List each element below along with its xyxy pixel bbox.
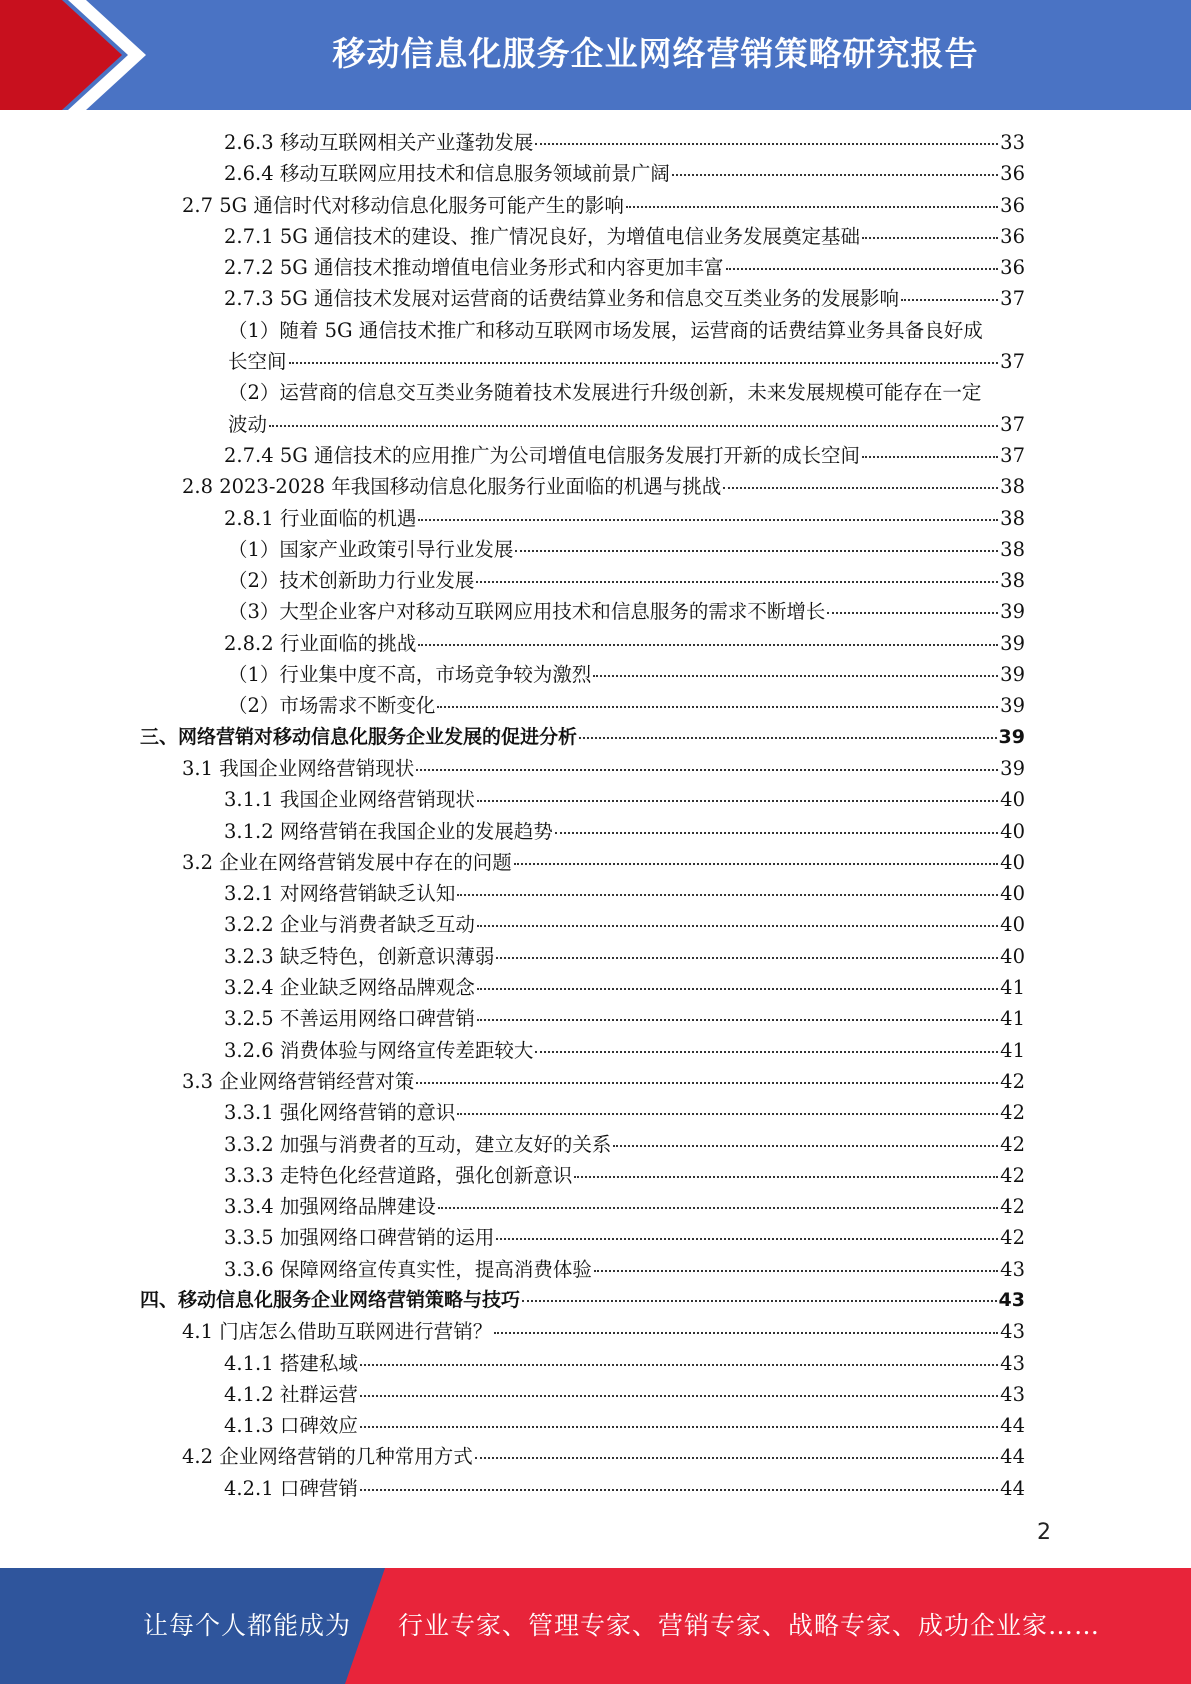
toc-entry-page: 43 bbox=[1000, 1257, 1025, 1281]
toc-entry[interactable] bbox=[140, 1441, 1025, 1472]
toc-entry-page: 33 bbox=[1000, 131, 1025, 154]
toc-entry-page: 39 bbox=[1000, 756, 1025, 780]
toc-entry-page: 44 bbox=[1000, 1414, 1025, 1438]
toc-entry[interactable] bbox=[140, 503, 1025, 534]
toc-leader-dots bbox=[360, 1426, 998, 1428]
toc-entry-page: 44 bbox=[1000, 1445, 1025, 1469]
toc-entry-text: 3.1.2 网络营销在我国企业的发展趋势 bbox=[224, 819, 553, 843]
toc-leader-dots bbox=[535, 143, 998, 145]
toc-entry-page: 42 bbox=[1000, 1163, 1025, 1187]
toc-entry[interactable] bbox=[140, 315, 1025, 378]
toc-entry[interactable] bbox=[140, 190, 1025, 221]
toc-chapter-entry[interactable] bbox=[140, 1285, 1025, 1316]
toc-entry-text: 4.1.1 搭建私域 bbox=[224, 1351, 358, 1375]
toc-leader-dots bbox=[613, 1145, 998, 1147]
toc-entry[interactable] bbox=[140, 1316, 1025, 1347]
toc-entry[interactable] bbox=[140, 596, 1025, 627]
toc-entry[interactable] bbox=[140, 1129, 1025, 1160]
toc-entry[interactable] bbox=[140, 1222, 1025, 1253]
toc-entry[interactable] bbox=[140, 816, 1025, 847]
toc-entry-text: 三、网络营销对移动信息化服务企业发展的促进分析 bbox=[140, 725, 578, 748]
toc-entry-text: 波动 bbox=[228, 412, 268, 436]
toc-entry-page: 40 bbox=[1000, 882, 1025, 906]
toc-leader-dots bbox=[477, 800, 998, 802]
toc-leader-dots bbox=[574, 1176, 998, 1178]
toc-entry-page: 41 bbox=[1000, 1007, 1025, 1031]
toc-entry[interactable] bbox=[140, 1348, 1025, 1379]
toc-entry-text: 四、移动信息化服务企业网络营销策略与技巧 bbox=[140, 1288, 521, 1311]
toc-entry-text: 长空间 bbox=[228, 350, 287, 374]
toc-entry-text: 4.1.2 社群运营 bbox=[224, 1382, 358, 1406]
toc-leader-dots bbox=[515, 550, 998, 552]
toc-entry-page: 41 bbox=[1000, 976, 1025, 1000]
toc-entry-text: （1）国家产业政策引导行业发展 bbox=[228, 537, 514, 561]
toc-entry[interactable] bbox=[140, 283, 1025, 314]
toc-entry-text: 2.8 2023-2028 年我国移动信息化服务行业面临的机遇与挑战 bbox=[182, 475, 722, 499]
toc-entry-text: 2.7.3 5G 通信技术发展对运营商的话费结算业务和信息交互类业务的发展影响 bbox=[224, 287, 899, 311]
report-title: 移动信息化服务企业网络营销策略研究报告 bbox=[332, 34, 979, 73]
toc-leader-dots bbox=[522, 1300, 997, 1302]
toc-leader-dots bbox=[289, 362, 999, 364]
toc-chapter-entry[interactable] bbox=[140, 722, 1025, 753]
toc-entry-page: 39 bbox=[1000, 663, 1025, 687]
toc-entry-page: 39 bbox=[1000, 631, 1025, 655]
toc-entry-page: 40 bbox=[1000, 944, 1025, 968]
toc-entry-text: 3.2 企业在网络营销发展中存在的问题 bbox=[182, 850, 512, 874]
toc-leader-dots bbox=[477, 988, 998, 990]
toc-entry-text: 2.7.2 5G 通信技术推动增值电信业务形式和内容更加丰富 bbox=[224, 256, 724, 280]
toc-leader-dots bbox=[626, 206, 998, 208]
toc-entry-text: （2）市场需求不断变化 bbox=[228, 694, 436, 718]
toc-entry-text: 2.6.3 移动互联网相关产业蓬勃发展 bbox=[224, 131, 534, 154]
toc-entry[interactable] bbox=[140, 1003, 1025, 1034]
toc-leader-dots bbox=[593, 675, 998, 677]
toc-entry[interactable] bbox=[140, 1097, 1025, 1128]
toc-entry-text: 2.8.2 行业面临的挑战 bbox=[224, 631, 417, 655]
toc-entry-text: （2）技术创新助力行业发展 bbox=[228, 569, 475, 593]
toc-entry-text: 3.2.3 缺乏特色，创新意识薄弱 bbox=[224, 944, 495, 968]
toc-leader-dots bbox=[496, 1238, 998, 1240]
toc-entry-text: 3.3.5 加强网络口碑营销的运用 bbox=[224, 1226, 495, 1250]
toc-entry[interactable] bbox=[140, 252, 1025, 283]
toc-entry[interactable] bbox=[140, 440, 1025, 471]
toc-leader-dots bbox=[827, 612, 998, 614]
toc-leader-dots bbox=[535, 1051, 998, 1053]
toc-leader-dots bbox=[514, 863, 998, 865]
toc-entry-page: 42 bbox=[1000, 1101, 1025, 1125]
toc-entry[interactable] bbox=[140, 471, 1025, 502]
toc-entry[interactable] bbox=[140, 941, 1025, 972]
toc-entry-text: 3.3.1 强化网络营销的意识 bbox=[224, 1101, 456, 1125]
toc-leader-dots bbox=[672, 174, 998, 176]
toc-entry-page: 40 bbox=[1000, 788, 1025, 812]
toc-entry[interactable] bbox=[140, 534, 1025, 565]
toc-leader-dots bbox=[360, 1395, 998, 1397]
toc-entry-page: 43 bbox=[1000, 1351, 1025, 1375]
toc-leader-dots bbox=[416, 769, 998, 771]
toc-entry-page: 42 bbox=[1000, 1132, 1025, 1156]
toc-entry-text: 2.6.4 移动互联网应用技术和信息服务领域前景广阔 bbox=[224, 162, 670, 186]
toc-entry-text-line1: （2）运营商的信息交互类业务随着技术发展进行升级创新，未来发展规模可能存在一定 bbox=[228, 381, 982, 405]
toc-leader-dots bbox=[418, 519, 998, 521]
toc-entry-text: （3）大型企业客户对移动互联网应用技术和信息服务的需求不断增长 bbox=[228, 600, 826, 624]
toc-entry-text: 3.2.4 企业缺乏网络品牌观念 bbox=[224, 976, 475, 1000]
toc-entry[interactable] bbox=[140, 659, 1025, 690]
toc-entry[interactable] bbox=[140, 127, 1025, 158]
toc-leader-dots bbox=[494, 1332, 998, 1334]
red-chevron-decoration bbox=[0, 0, 150, 110]
toc-leader-dots bbox=[475, 1457, 998, 1459]
toc-entry-text: 3.2.2 企业与消费者缺乏互动 bbox=[224, 913, 475, 937]
footer-banner bbox=[0, 1568, 1191, 1684]
toc-entry-page: 41 bbox=[1000, 1038, 1025, 1062]
toc-entry[interactable] bbox=[140, 628, 1025, 659]
toc-entry[interactable] bbox=[140, 377, 1025, 440]
toc-leader-dots bbox=[418, 644, 998, 646]
toc-entry[interactable] bbox=[140, 909, 1025, 940]
toc-entry[interactable] bbox=[140, 690, 1025, 721]
toc-entry-text: 4.1 门店怎么借助互联网进行营销？ bbox=[182, 1320, 493, 1344]
toc-entry-page: 40 bbox=[1000, 819, 1025, 843]
toc-leader-dots bbox=[579, 737, 997, 739]
toc-leader-dots bbox=[477, 925, 998, 927]
toc-entry-page: 36 bbox=[1000, 224, 1025, 248]
toc-leader-dots bbox=[594, 1270, 998, 1272]
toc-entry-page: 38 bbox=[1000, 537, 1025, 561]
toc-entry[interactable] bbox=[140, 221, 1025, 252]
toc-entry-text: 3.1 我国企业网络营销现状 bbox=[182, 756, 415, 780]
report-header bbox=[0, 0, 1191, 110]
toc-leader-dots bbox=[457, 1113, 998, 1115]
toc-entry-text-line1: （1）随着 5G 通信技术推广和移动互联网市场发展，运营商的话费结算业务具备良好成 bbox=[228, 318, 983, 342]
toc-entry[interactable] bbox=[140, 784, 1025, 815]
toc-leader-dots bbox=[438, 1207, 998, 1209]
toc-entry-text: 3.2.1 对网络营销缺乏认知 bbox=[224, 882, 456, 906]
toc-leader-dots bbox=[457, 894, 998, 896]
toc-entry[interactable] bbox=[140, 972, 1025, 1003]
toc-entry[interactable] bbox=[140, 753, 1025, 784]
toc-entry[interactable] bbox=[140, 1035, 1025, 1066]
toc-entry-text: 2.8.1 行业面临的机遇 bbox=[224, 506, 417, 530]
toc-entry-page: 36 bbox=[1000, 193, 1025, 217]
toc-entry-text: 3.3.3 走特色化经营道路，强化创新意识 bbox=[224, 1163, 573, 1187]
toc-leader-dots bbox=[360, 1489, 998, 1491]
toc-entry-page: 43 bbox=[998, 1288, 1025, 1311]
toc-entry-page: 36 bbox=[1000, 162, 1025, 186]
toc-entry-page: 37 bbox=[1000, 350, 1025, 374]
toc-entry[interactable] bbox=[140, 1191, 1025, 1222]
toc-leader-dots bbox=[726, 268, 999, 270]
toc-entry-page: 42 bbox=[1000, 1195, 1025, 1219]
toc-entry[interactable] bbox=[140, 878, 1025, 909]
toc-entry-text: 2.7.4 5G 通信技术的应用推广为公司增值电信服务发展打开新的成长空间 bbox=[224, 443, 860, 467]
toc-leader-dots bbox=[862, 456, 998, 458]
toc-leader-dots bbox=[901, 299, 998, 301]
toc-leader-dots bbox=[416, 1082, 998, 1084]
toc-entry-page: 37 bbox=[1000, 412, 1025, 436]
toc-leader-dots bbox=[269, 425, 998, 427]
toc-entry-text: 3.2.6 消费体验与网络宣传差距较大 bbox=[224, 1038, 534, 1062]
toc-entry[interactable] bbox=[140, 1473, 1025, 1504]
footer-slogan-right: 行业专家、管理专家、营销专家、战略专家、成功企业家…… bbox=[398, 1611, 1101, 1640]
toc-entry-page: 43 bbox=[1000, 1382, 1025, 1406]
toc-entry-page: 40 bbox=[1000, 850, 1025, 874]
toc-entry-text: 4.2 企业网络营销的几种常用方式 bbox=[182, 1445, 473, 1469]
toc-entry-text: 3.3 企业网络营销经营对策 bbox=[182, 1069, 415, 1093]
table-of-contents bbox=[140, 127, 1025, 1504]
toc-entry-page: 38 bbox=[1000, 506, 1025, 530]
toc-entry[interactable] bbox=[140, 847, 1025, 878]
toc-entry-page: 37 bbox=[1000, 287, 1025, 311]
toc-entry[interactable] bbox=[140, 565, 1025, 596]
toc-entry-page: 39 bbox=[1000, 600, 1025, 624]
toc-entry-text: 3.3.2 加强与消费者的互动，建立友好的关系 bbox=[224, 1132, 612, 1156]
toc-entry-text: 3.2.5 不善运用网络口碑营销 bbox=[224, 1007, 475, 1031]
page-number: 2 bbox=[1037, 1520, 1051, 1545]
toc-entry-page: 39 bbox=[1000, 694, 1025, 718]
toc-leader-dots bbox=[862, 237, 998, 239]
toc-leader-dots bbox=[496, 957, 998, 959]
toc-entry[interactable] bbox=[140, 1379, 1025, 1410]
toc-leader-dots bbox=[360, 1364, 998, 1366]
toc-leader-dots bbox=[477, 1019, 998, 1021]
toc-entry-text: 3.3.4 加强网络品牌建设 bbox=[224, 1195, 436, 1219]
toc-entry-text: 2.7.1 5G 通信技术的建设、推广情况良好，为增值电信业务发展奠定基础 bbox=[224, 224, 860, 248]
toc-entry-page: 43 bbox=[1000, 1320, 1025, 1344]
toc-entry[interactable] bbox=[140, 1066, 1025, 1097]
footer-slogan-left: 让每个人都能成为 bbox=[143, 1611, 352, 1640]
toc-entry-page: 44 bbox=[1000, 1476, 1025, 1500]
toc-leader-dots bbox=[555, 832, 998, 834]
toc-entry-text: 2.7 5G 通信时代对移动信息化服务可能产生的影响 bbox=[182, 193, 624, 217]
toc-entry-text: 3.3.6 保障网络宣传真实性，提高消费体验 bbox=[224, 1257, 592, 1281]
toc-entry-page: 40 bbox=[1000, 913, 1025, 937]
toc-entry-page: 38 bbox=[1000, 569, 1025, 593]
toc-entry[interactable] bbox=[140, 1254, 1025, 1285]
toc-entry-text: 4.1.3 口碑效应 bbox=[224, 1414, 358, 1438]
toc-entry-text: 4.2.1 口碑营销 bbox=[224, 1476, 358, 1500]
toc-entry[interactable] bbox=[140, 158, 1025, 189]
toc-entry-page: 37 bbox=[1000, 443, 1025, 467]
toc-entry[interactable] bbox=[140, 1410, 1025, 1441]
toc-leader-dots bbox=[476, 581, 998, 583]
toc-entry-page: 42 bbox=[1000, 1069, 1025, 1093]
toc-entry-page: 36 bbox=[1000, 256, 1025, 280]
toc-entry-text: （1）行业集中度不高，市场竞争较为激烈 bbox=[228, 663, 592, 687]
toc-leader-dots bbox=[437, 706, 998, 708]
toc-entry-page: 39 bbox=[998, 725, 1025, 748]
toc-entry-text: 3.1.1 我国企业网络营销现状 bbox=[224, 788, 475, 812]
toc-entry-page: 42 bbox=[1000, 1226, 1025, 1250]
toc-leader-dots bbox=[723, 487, 998, 489]
toc-entry-page: 38 bbox=[1000, 475, 1025, 499]
toc-entry[interactable] bbox=[140, 1160, 1025, 1191]
